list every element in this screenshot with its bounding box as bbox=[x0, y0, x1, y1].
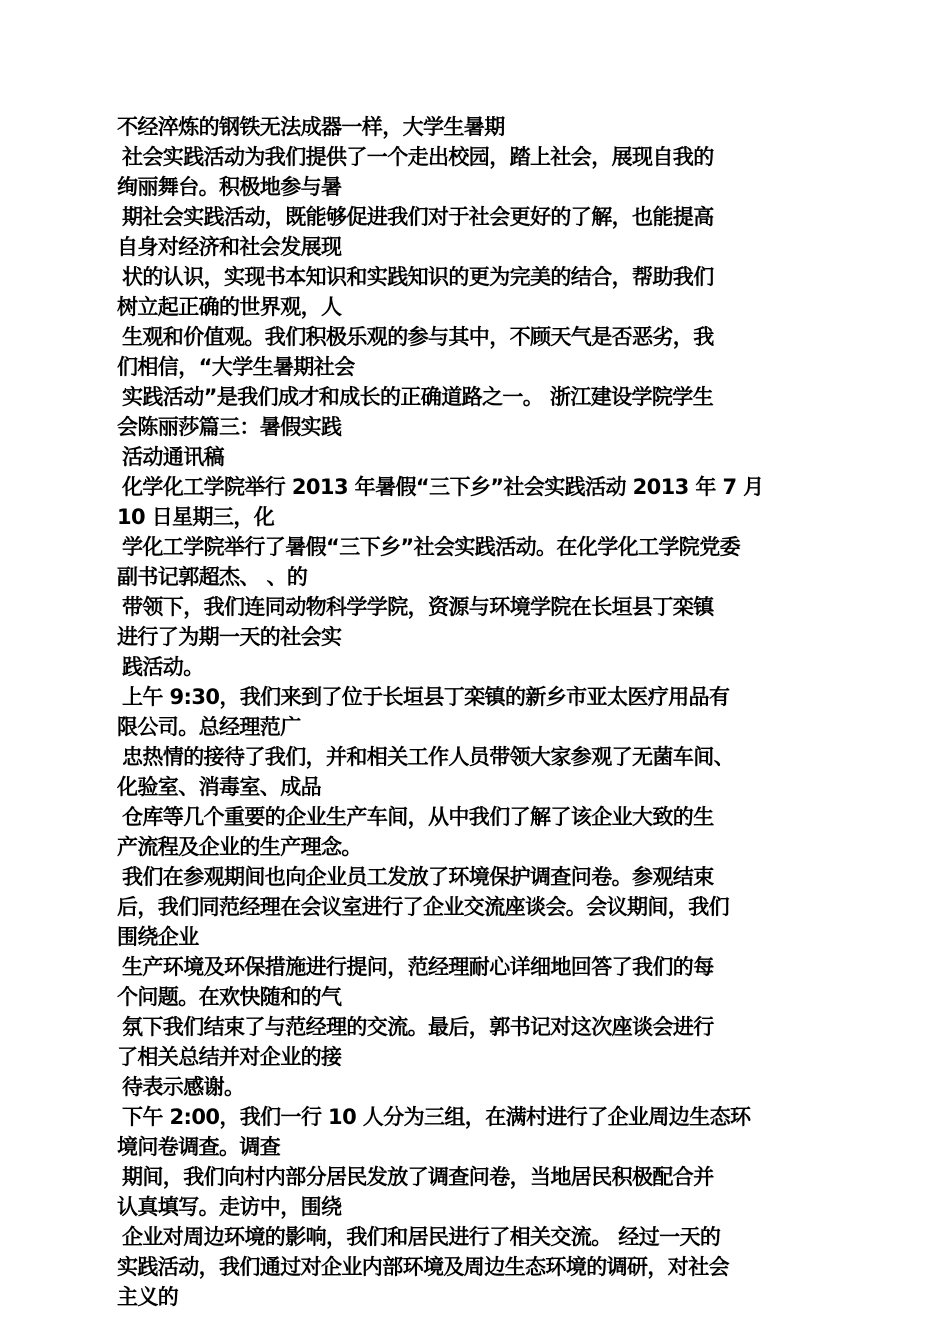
text-line: 生产环境及环保措施进行提问，范经理耐心详细地回答了我们的每 bbox=[122, 955, 714, 979]
text-line: 不经淬炼的钢铁无法成器一样，大学生暑期 bbox=[117, 115, 505, 139]
text-line: 化验室、消毒室、成品 bbox=[117, 775, 321, 799]
text-line: 限公司。总经理范广 bbox=[117, 715, 301, 739]
text-line: 围绕企业 bbox=[117, 925, 199, 949]
text-line: 实践活动，我们通过对企业内部环境及周边生态环境的调研，对社会 bbox=[117, 1255, 729, 1279]
text-line: 实践活动”是我们成才和成长的正确道路之一。 浙江建设学院学生 bbox=[122, 385, 714, 409]
text-line: 会陈丽莎篇三：暑假实践 bbox=[117, 415, 342, 439]
text-line: 主义的 bbox=[117, 1285, 179, 1309]
text-line: 副书记郭超杰、 、的 bbox=[117, 565, 308, 589]
text-line: 期间，我们向村内部分居民发放了调查问卷，当地居民积极配合并 bbox=[122, 1165, 714, 1189]
text-line: 我们在参观期间也向企业员工发放了环境保护调查问卷。参观结束 bbox=[122, 865, 714, 889]
text-line: 化学化工学院举行 2013 年暑假“三下乡”社会实践活动 2013 年 7 月 bbox=[122, 475, 764, 499]
text-line: 产流程及企业的生产理念。 bbox=[117, 835, 362, 859]
article-body bbox=[117, 112, 837, 1312]
text-line: 个问题。在欢快随和的气 bbox=[117, 985, 342, 1009]
text-line: 带领下，我们连同动物科学学院，资源与环境学院在长垣县丁栾镇 bbox=[122, 595, 714, 619]
text-line: 后，我们同范经理在会议室进行了企业交流座谈会。会议期间，我们 bbox=[117, 895, 729, 919]
text-line: 进行了为期一天的社会实 bbox=[117, 625, 342, 649]
text-line: 待表示感谢。 bbox=[122, 1075, 245, 1099]
text-line: 境问卷调查。调查 bbox=[117, 1135, 281, 1159]
text-line: 自身对经济和社会发展现 bbox=[117, 235, 342, 259]
text-line: 认真填写。走访中，围绕 bbox=[117, 1195, 342, 1219]
text-line: 社会实践活动为我们提供了一个走出校园，踏上社会，展现自我的 bbox=[122, 145, 714, 169]
text-line: 期社会实践活动，既能够促进我们对于社会更好的了解，也能提高 bbox=[122, 205, 714, 229]
text-line: 氛下我们结束了与范经理的交流。最后，郭书记对这次座谈会进行 bbox=[122, 1015, 714, 1039]
text-line: 上午 9:30，我们来到了位于长垣县丁栾镇的新乡市亚太医疗用品有 bbox=[122, 685, 730, 709]
text-line: 践活动。 bbox=[122, 655, 204, 679]
text-line: 学化工学院举行了暑假“三下乡”社会实践活动。在化学化工学院党委 bbox=[122, 535, 741, 559]
text-line: 仓库等几个重要的企业生产车间，从中我们了解了该企业大致的生 bbox=[122, 805, 714, 829]
text-line: 活动通讯稿 bbox=[122, 445, 224, 469]
text-line: 生观和价值观。我们积极乐观的参与其中，不顾天气是否恶劣，我 bbox=[122, 325, 714, 349]
text-line: 们相信，“大学生暑期社会 bbox=[117, 355, 355, 379]
text-line: 企业对周边环境的影响，我们和居民进行了相关交流。 经过一天的 bbox=[122, 1225, 721, 1249]
text-line: 忠热情的接待了我们，并和相关工作人员带领大家参观了无菌车间、 bbox=[122, 745, 734, 769]
text-line: 10 日星期三，化 bbox=[117, 505, 275, 529]
text-line: 下午 2:00，我们一行 10 人分为三组，在满村进行了企业周边生态环 bbox=[122, 1105, 751, 1129]
text-line: 树立起正确的世界观，人 bbox=[117, 295, 342, 319]
text-line: 状的认识，实现书本知识和实践知识的更为完美的结合，帮助我们 bbox=[122, 265, 714, 289]
text-line: 绚丽舞台。积极地参与暑 bbox=[117, 175, 342, 199]
text-line: 了相关总结并对企业的接 bbox=[117, 1045, 342, 1069]
